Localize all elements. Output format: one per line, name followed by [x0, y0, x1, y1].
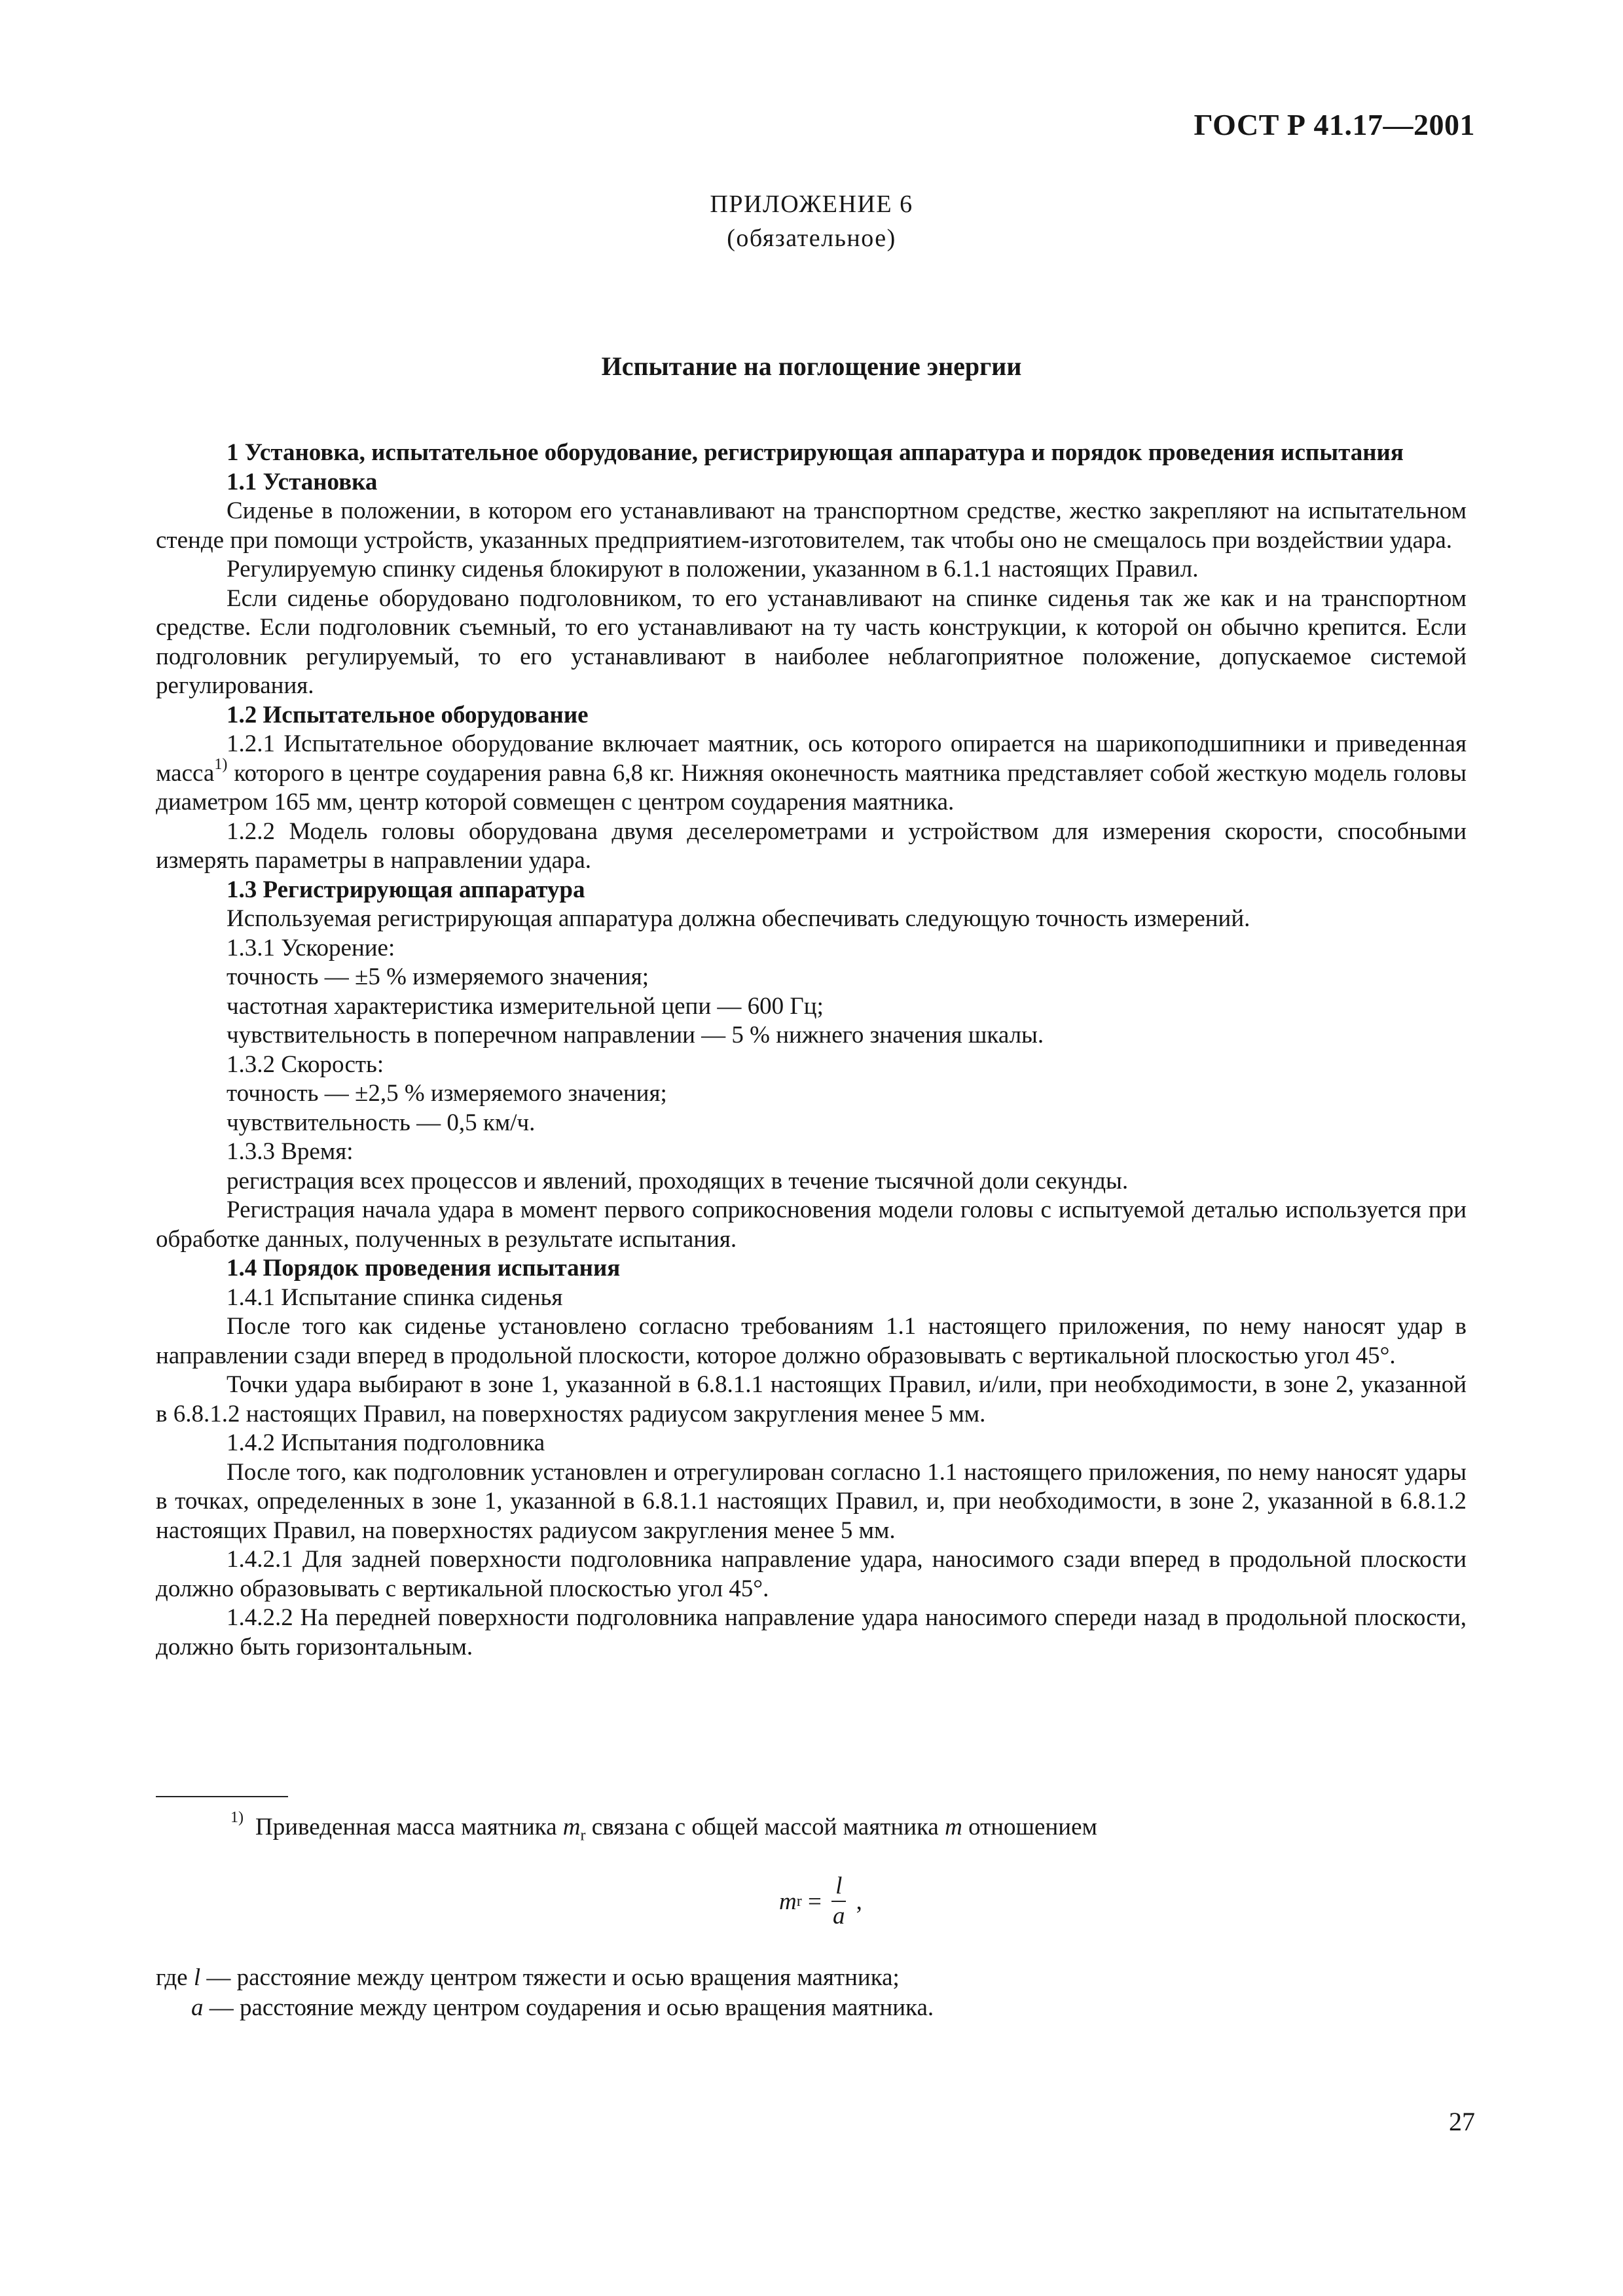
section-1-4-heading: 1.4 Порядок проведения испытания — [227, 1255, 621, 1282]
list-item: частотная характеристика измерительной цепи — 600 Гц; — [227, 992, 824, 1020]
appendix-label: ПРИЛОЖЕНИЕ 6 — [710, 190, 913, 218]
footnote — [230, 1808, 1097, 1844]
fraction-denominator: a — [833, 1903, 845, 1929]
paragraph: 1.4.1 Испытание спинка сиденья — [227, 1283, 563, 1311]
variable-a: a — [191, 1994, 204, 2021]
formula-fraction — [831, 1873, 846, 1929]
paragraph: Сиденье в положении, в котором его устанавливают на транспортном средстве, жестко закрепляют на испытательном стенде при помощи устройств, указанных предприятием-изготовителем, так чтобы оно не смещалось при воздействии удара. — [156, 497, 1467, 554]
paragraph: Если сиденье оборудовано подголовником, то его устанавливают на спинке сиденья так же как и на транспортном средстве. Если подголовник съемный, то его устанавливают на ту часть конструкции, к которой он обычно крепится. Если подголовник регулируемый, то его устанавливают в наиболее неблагоприятное положение, допускаемое системой регулирования. — [156, 584, 1467, 699]
where-text: — расстояние между центром тяжести и осью вращения маятника; — [200, 1964, 900, 1991]
footnote-divider — [156, 1796, 288, 1797]
footnote-marker: 1) — [230, 1808, 244, 1826]
footnote-text: связана с общей массой маятника — [585, 1814, 945, 1840]
paragraph: Используемая регистрирующая аппаратура должна обеспечивать следующую точность измерений. — [227, 905, 1250, 932]
formula-tail: , — [850, 1888, 862, 1915]
variable-m: m — [562, 1814, 581, 1840]
where-prefix: где — [156, 1964, 194, 1991]
list-item: точность — ±5 % измеряемого значения; — [227, 963, 649, 990]
appendix-status: (обязательное) — [727, 224, 896, 252]
where-line-l — [156, 1964, 900, 1992]
standard-header: ГОСТ Р 41.17—2001 — [1194, 108, 1475, 141]
paragraph: 1.4.2.1 Для задней поверхности подголовника направление удара, наносимого сзади вперед в продольной плоскости должно образовывать с вертикальной плоскостью угол 45°. — [156, 1546, 1467, 1602]
paragraph-1-2-1 — [156, 730, 1467, 817]
list-item: чувствительность — 0,5 км/ч. — [227, 1109, 536, 1136]
appendix-heading — [0, 187, 1623, 255]
paragraph: 1.3.3 Время: — [227, 1138, 354, 1165]
list-item: точность — ±2,5 % измеряемого значения; — [227, 1080, 667, 1107]
page-number: 27 — [1449, 2107, 1475, 2136]
list-item: чувствительность в поперечном направлении — 5 % нижнего значения шкалы. — [227, 1022, 1044, 1049]
section-1-1-heading: 1.1 Установка — [227, 468, 378, 495]
paragraph: После того, как подголовник установлен и отрегулирован согласно 1.1 настоящего приложения, по нему наносят удары в точках, определенных в зоне 1, указанной в 6.8.1.1 настоящих Правил, и, при необходимости, в зоне 2, указанной в 6.8.1.2 настоящих Правил, на поверхностях радиусом закругления менее 5 мм. — [156, 1458, 1467, 1544]
page-title: Испытание на поглощение энергии — [601, 351, 1022, 381]
paragraph: Регистрация начала удара в момент первого соприкосновения модели головы с испытуемой деталью используется при обработке данных, полученных в результате испытания. — [156, 1196, 1467, 1253]
paragraph: 1.4.2 Испытания подголовника — [227, 1429, 545, 1456]
paragraph: После того как сиденье установлено согласно требованиям 1.1 настоящего приложения, по нему наносят удар в направлении сзади вперед в продольной плоскости, которое должно образовывать с вертикальной плоскостью угол 45°. — [156, 1313, 1467, 1369]
variable-m: m — [945, 1814, 962, 1840]
paragraph: Точки удара выбирают в зоне 1, указанной в 6.8.1.1 настоящих Правил, и/или, при необходимости, в зоне 2, указанной в 6.8.1.2 настоящих Правил, на поверхностях радиусом закругления менее 5 мм. — [156, 1371, 1467, 1427]
section-1-2-heading: 1.2 Испытательное оборудование — [227, 701, 589, 728]
paragraph-text: 1.2.1 Испытательное оборудование включает маятник, ось которого опирается на шарикоподшипники и приведенная масса — [156, 730, 1467, 787]
paragraph-1-2-2: 1.2.2 Модель головы оборудована двумя деселерометрами и устройством для измерения скорости, способными измерять параметры в направлении удара. — [156, 817, 1467, 874]
formula-lhs: m — [779, 1888, 797, 1915]
where-line-a — [191, 1994, 934, 2022]
paragraph: Регулируемую спинку сиденья блокируют в положении, указанном в 6.1.1 настоящих Правил. — [227, 556, 1199, 583]
list-item: регистрация всех процессов и явлений, проходящих в течение тысячной доли секунды. — [227, 1167, 1129, 1194]
subscript-r: r — [580, 1827, 586, 1844]
paragraph: 1.3.1 Ускорение: — [227, 934, 395, 961]
where-text: — расстояние между центром соударения и осью вращения маятника. — [203, 1994, 934, 2021]
formula: m r = $\frac{l}{a}$ , — [779, 1873, 862, 1929]
variable-l: l — [193, 1964, 201, 1991]
formula-equals: = — [801, 1888, 828, 1915]
section-1-3-heading: 1.3 Регистрирующая аппаратура — [227, 876, 585, 903]
section-1-heading: 1 Установка, испытательное оборудование, регистрирующая аппаратура и порядок проведения испытания — [227, 439, 1404, 466]
fraction-numerator: l — [831, 1873, 846, 1902]
footnote-text: отношением — [962, 1814, 1097, 1840]
paragraph: 1.3.2 Скорость: — [227, 1050, 384, 1078]
paragraph-text: которого в центре соударения равна 6,8 кг. Нижняя оконечность маятника представляет собой жесткую модель головы диаметром 165 мм, центр которой совмещен с центром соударения маятника. — [156, 759, 1467, 816]
paragraph: 1.4.2.2 На передней поверхности подголовника направление удара наносимого спереди назад в продольной плоскости, должно быть горизонтальным. — [156, 1604, 1467, 1660]
document-body — [156, 439, 1467, 1662]
footnote-ref: 1) — [214, 756, 228, 774]
footnote-text: Приведенная масса маятника — [255, 1814, 563, 1840]
